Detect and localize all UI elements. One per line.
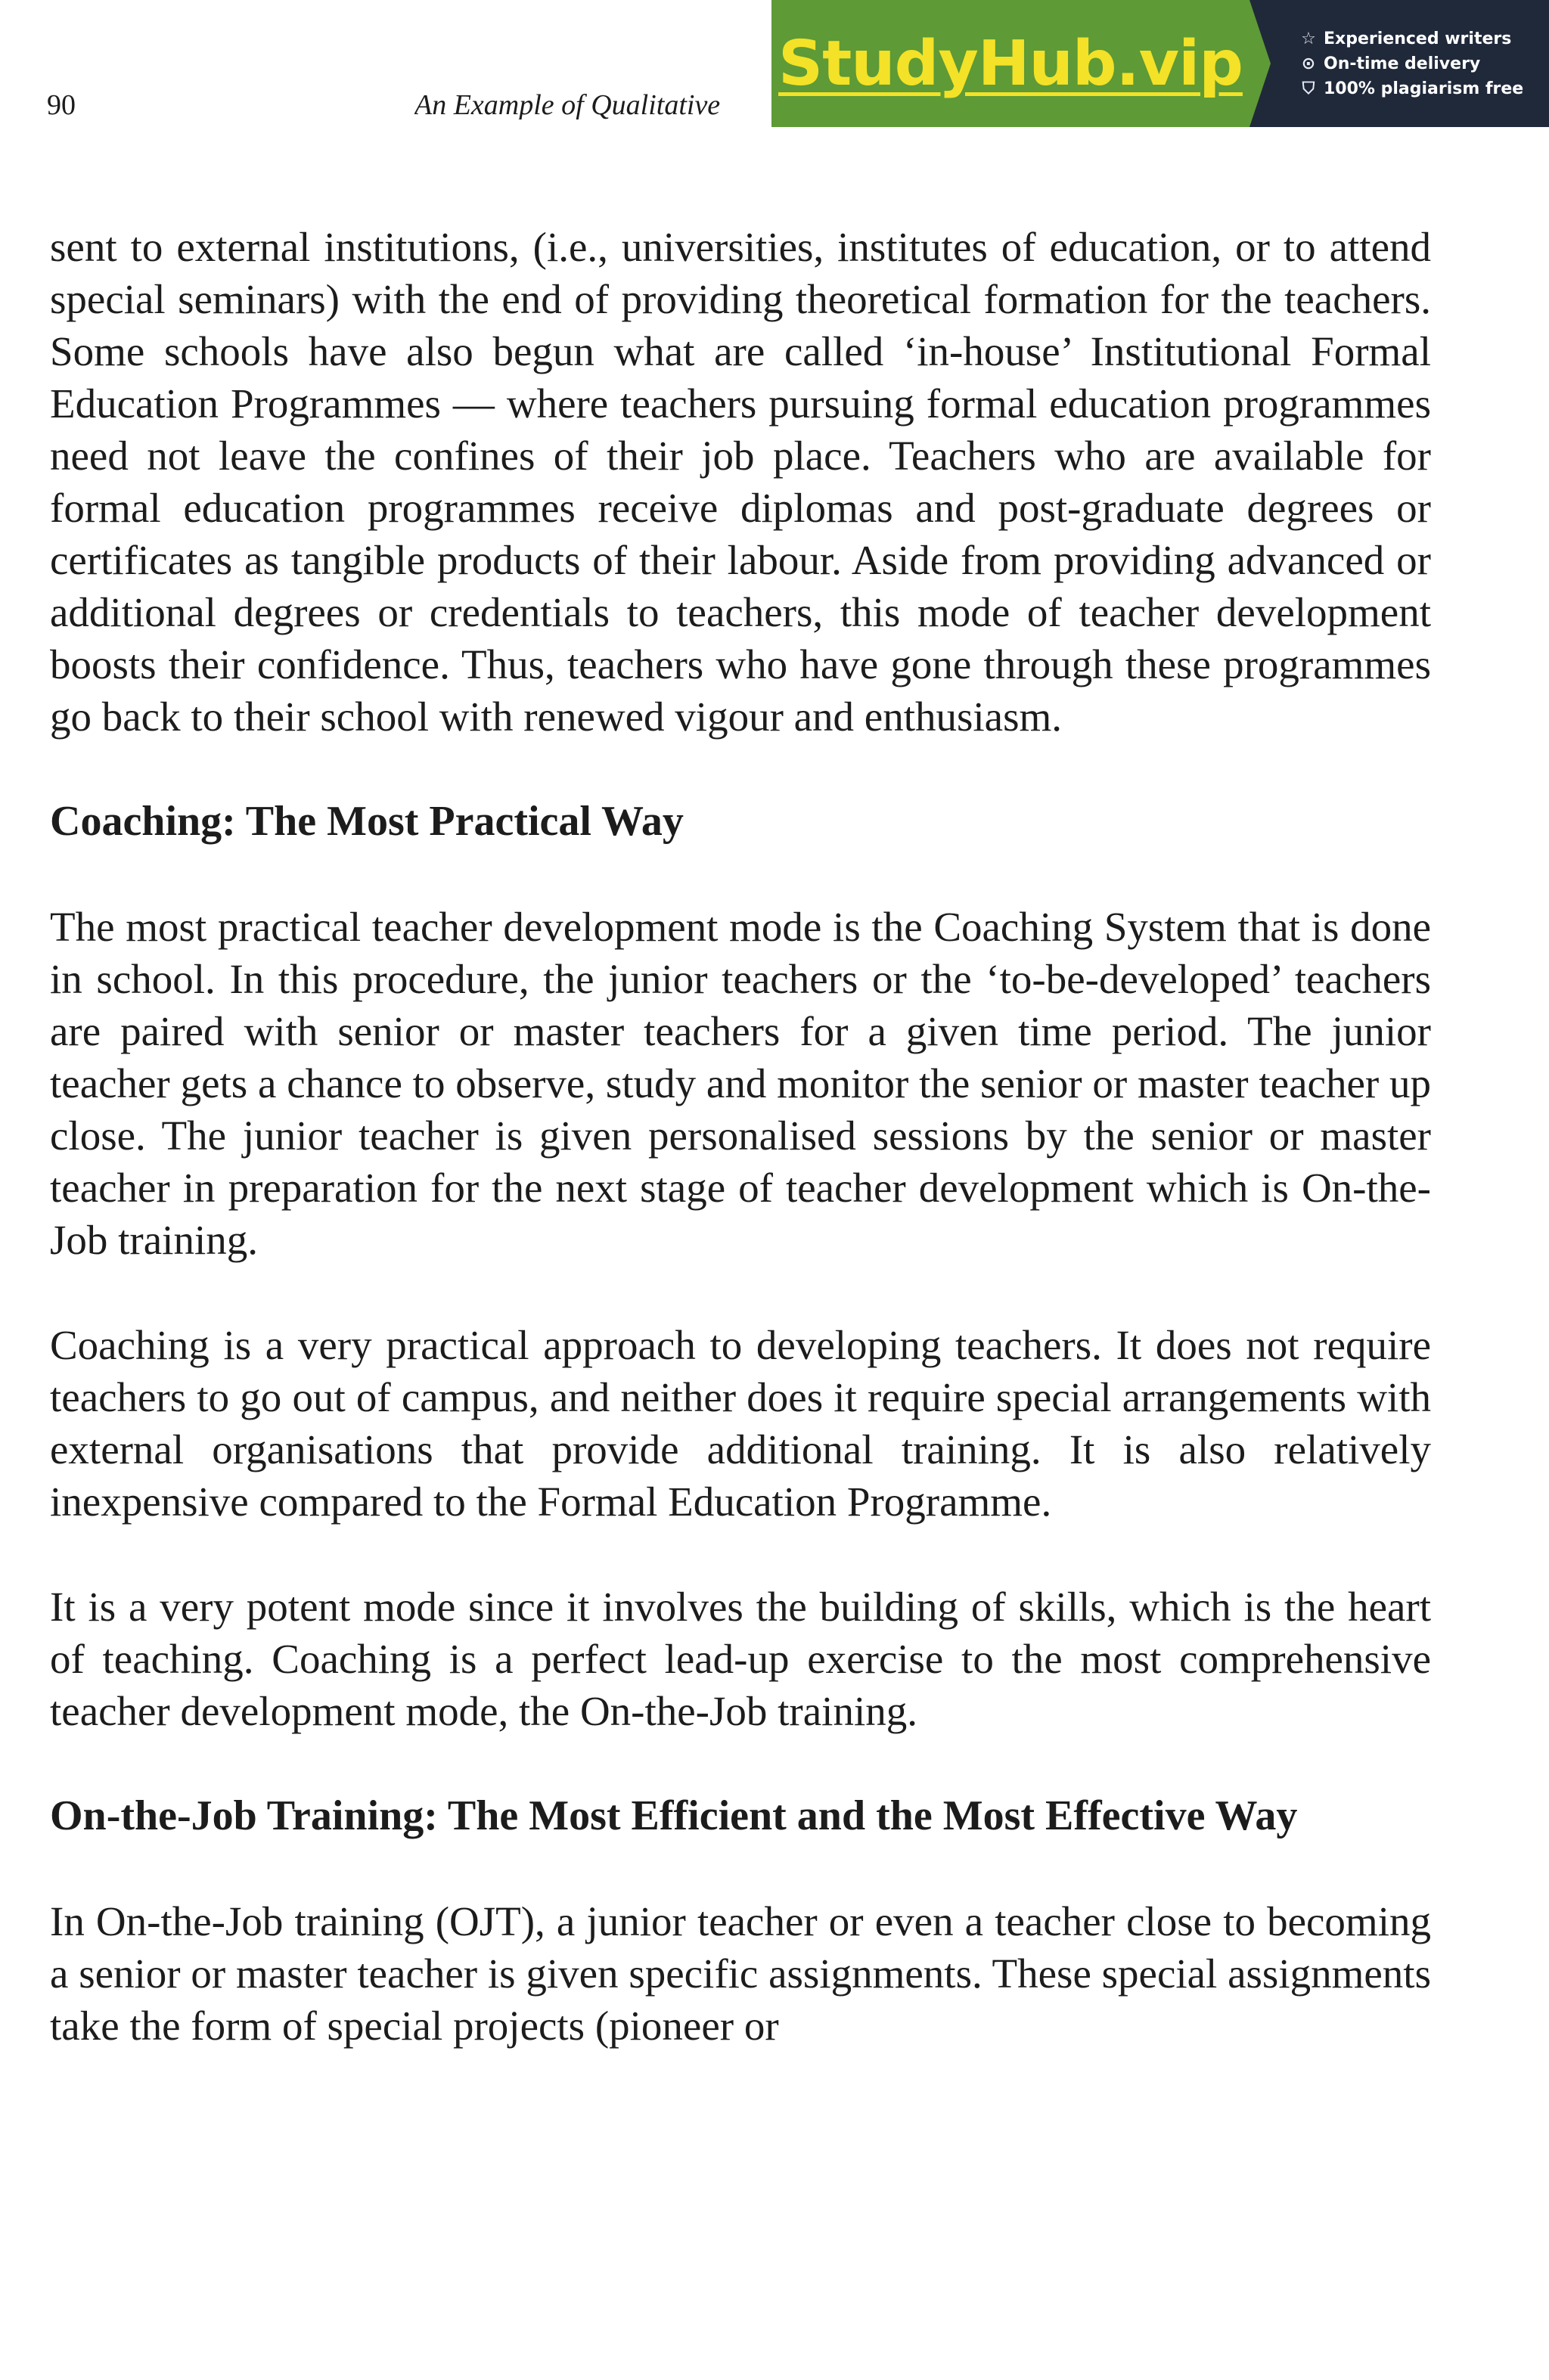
star-icon: ☆ (1301, 29, 1316, 48)
section-heading: On-the-Job Training: The Most Efficient and the Most Effective Way (50, 1792, 1298, 1839)
brand-link[interactable] (771, 0, 1249, 127)
running-head: An Example of Qualitative (414, 91, 721, 119)
paragraph: It is a very potent mode since it involves the building of skills, which is the heart of teaching. Coaching is a perfect lead-up exercise to the most comprehensive teacher development mode, the On-the-Job training. (50, 1584, 1431, 1734)
paragraph: The most practical teacher development mode is the Coaching System that is done in school. In this procedure, the junior teachers or the ‘to-be-developed’ teachers are paired with senior or master teachers for a given time period. The junior teacher gets a chance to observe, study and monitor the senior or master teacher up close. The junior teacher is given personalised sessions by the senior or master teacher in preparation for the next stage of teacher development which is On-the-Job training. (50, 904, 1431, 1263)
page-body (50, 221, 1431, 2052)
feature-label: 100% plagiarism free (1324, 79, 1524, 98)
feature-item (1299, 54, 1549, 73)
feature-label: Experienced writers (1324, 29, 1512, 48)
ad-banner[interactable] (771, 0, 1549, 127)
feature-item (1299, 79, 1549, 98)
feature-list (1249, 0, 1549, 127)
paragraph: In On-the-Job training (OJT), a junior teacher or even a teacher close to becoming a senior or master teacher is given specific assignments. These special assignments take the form of special projects (pioneer or (50, 1898, 1431, 2049)
brand-name: StudyHub.vip (778, 27, 1243, 100)
shield-icon: ⛉ (1302, 79, 1315, 98)
feature-item (1299, 29, 1549, 48)
feature-label: On-time delivery (1324, 54, 1481, 73)
banner-arrow (1249, 0, 1271, 127)
section-heading: Coaching: The Most Practical Way (50, 798, 684, 845)
page-number: 90 (47, 89, 76, 121)
paragraph: sent to external institutions, (i.e., universities, institutes of education, or to attend special seminars) with the end of providing theoretical formation for the teachers. Some schools have also begun what are called ‘in-house’ Institutional Formal Education Programmes — where teachers pursuing formal education programmes need not leave the confines of their job place. Teachers who are available for formal education programmes receive diplomas and post-graduate degrees or certificates as tangible products of their labour. Aside from providing advanced or additional degrees or credentials to teachers, this mode of teacher development boosts their confidence. Thus, teachers who have gone through these programmes go back to their school with renewed vigour and enthusiasm. (50, 224, 1431, 740)
paragraph: Coaching is a very practical approach to developing teachers. It does not require teachers to go out of campus, and neither does it require special arrangements with external organisations that provide additional training. It is also relatively inexpensive compared to the Formal Education Programme. (50, 1322, 1431, 1525)
clock-icon: ⊙ (1301, 54, 1316, 73)
